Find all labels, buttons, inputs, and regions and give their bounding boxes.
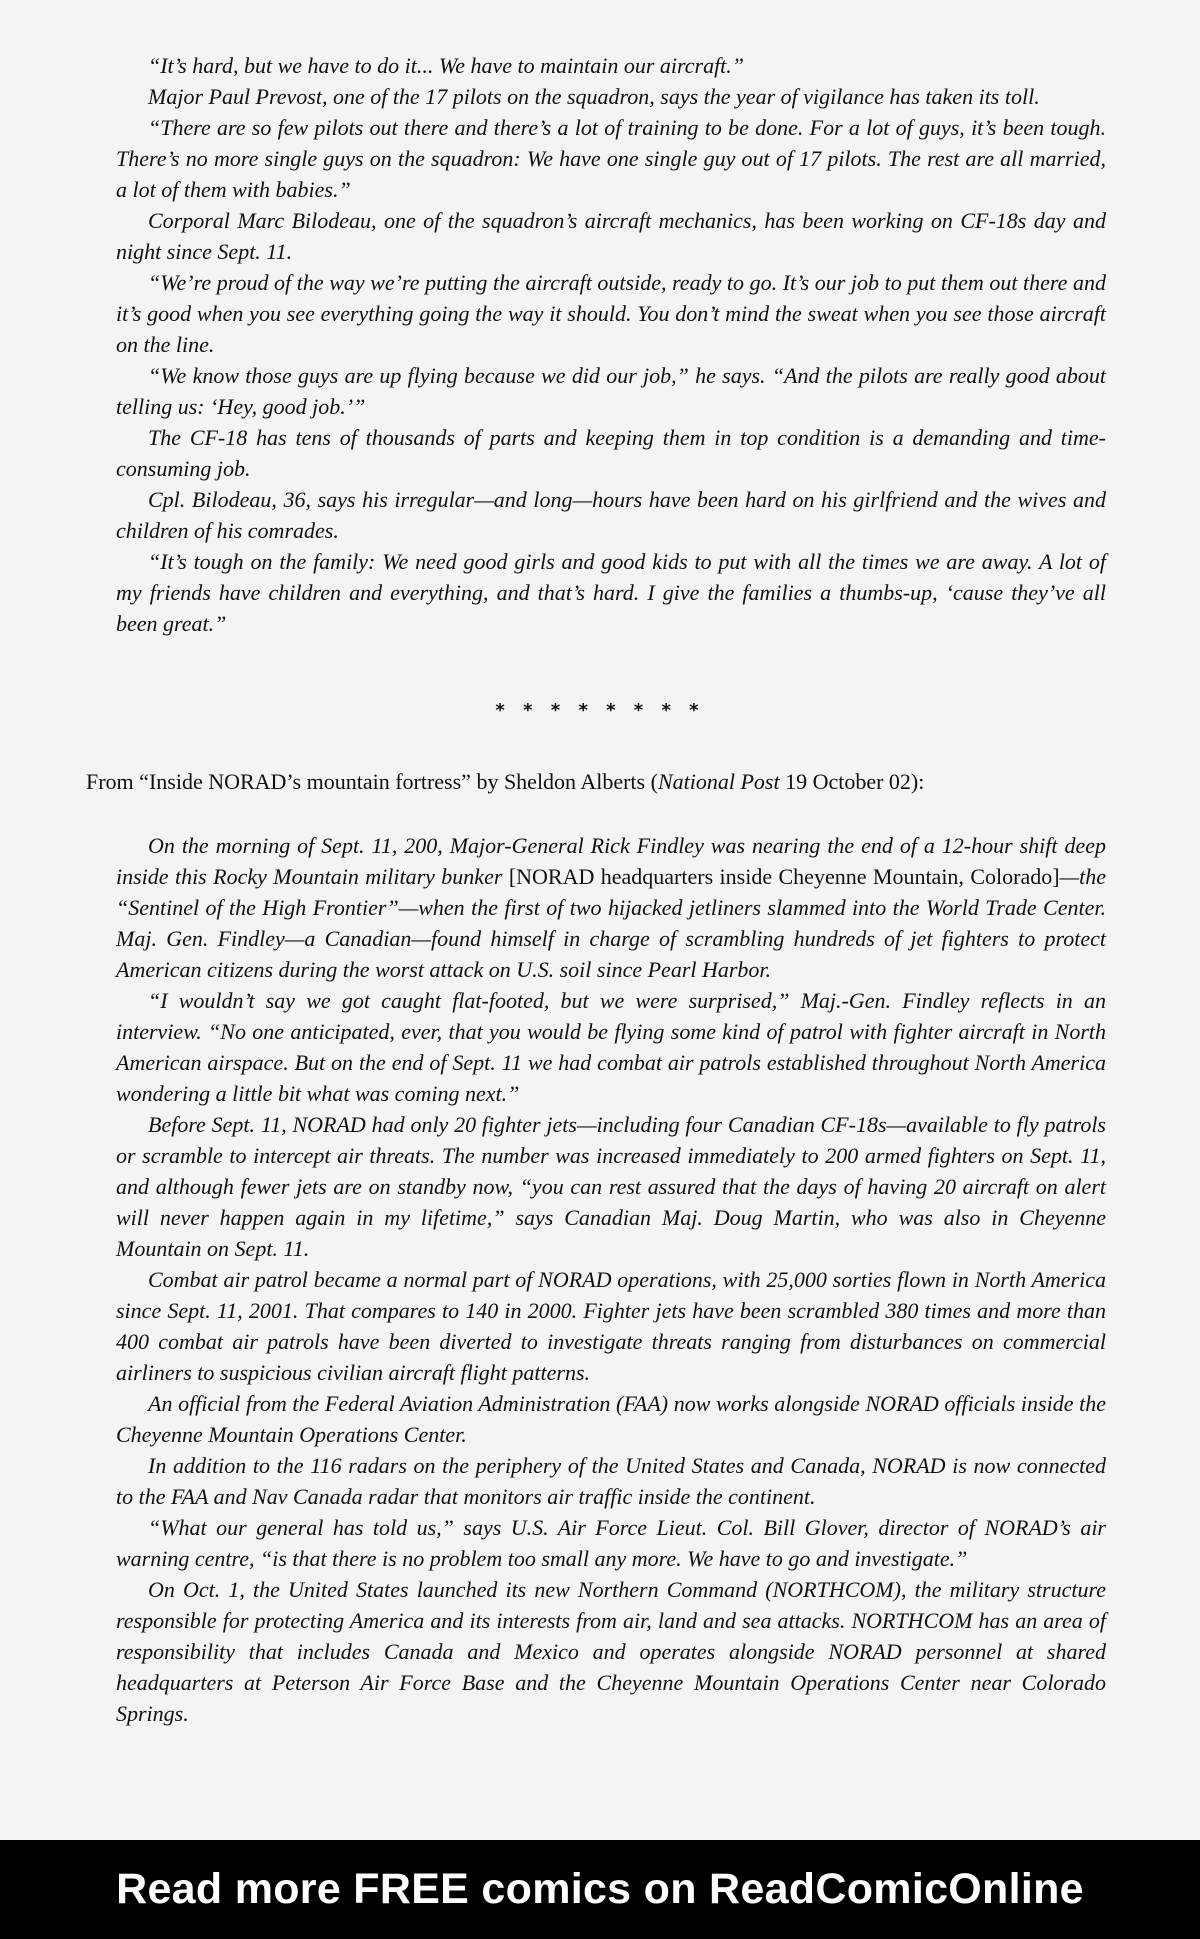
section-divider: * * * * * * * * [495,700,705,721]
paragraph: Cpl. Bilodeau, 36, says his irregular—and long—hours have been hard on his girlfriend and the wives and children of his comrades. [116,487,1106,543]
source-citation [86,766,1116,797]
promo-banner[interactable] [0,1840,1200,1939]
paragraph: “It’s tough on the family: We need good girls and good kids to put with all the times we are away. A lot of my friends have children and everything, and that’s hard. I give the families a thumbs-up, ‘cause they’ve all been great.” [116,549,1106,636]
paragraph: “It’s hard, but we have to do it... We have to maintain our aircraft.” [148,53,745,78]
paragraph: An official from the Federal Aviation Administration (FAA) now works alongside NORAD officials inside the Cheyenne Mountain Operations Center. [116,1391,1106,1447]
citation-prefix: From “Inside NORAD’s mountain fortress” by Sheldon Alberts ( [86,769,658,794]
paragraph: “I wouldn’t say we got caught flat-footed, but we were surprised,” Maj.-Gen. Findley reflects in an interview. “No one anticipated, ever, that you would be flying some kind of patrol with fighter aircraft in North American airspace. But on the end of Sept. 11 we had combat air patrols established throughout North America wondering a little bit what was coming next.” [116,988,1106,1106]
paragraph: Before Sept. 11, NORAD had only 20 fighter jets—including four Canadian CF-18s—available to fly patrols or scramble to intercept air threats. The number was increased immediately to 200 armed fighters on Sept. 11, and although fewer jets are on standby now, “you can rest assured that the days of having 20 aircraft on alert will never happen again in my lifetime,” says Canadian Maj. Doug Martin, who was also in Cheyenne Mountain on Sept. 11. [116,1112,1106,1261]
citation-suffix: 19 October 02): [779,769,925,794]
paragraph: “We know those guys are up flying because we did our job,” he says. “And the pilots are really good about telling us: ‘Hey, good job.’” [116,363,1106,419]
paragraph: Corporal Marc Bilodeau, one of the squadron’s aircraft mechanics, has been working on CF-18s day and night since Sept. 11. [116,208,1106,264]
paragraph: “We’re proud of the way we’re putting the aircraft outside, ready to go. It’s our job to put them out there and it’s good when you see everything going the way it should. You don’t mind the sweat when you see those aircraft on the line. [116,270,1106,357]
paragraph-part: On the morning of Sept. 11, 200, Major-General Rick Findley was nearing the end of a 12-hour shift deep inside this Rocky Mountain military bunker [116,833,1106,889]
article-excerpt [116,830,1106,1729]
paragraph [116,830,1106,985]
interview-excerpt [116,50,1106,639]
paragraph: “What our general has told us,” says U.S. Air Force Lieut. Col. Bill Glover, director of NORAD’s air warning centre, “is that there is no problem too small any more. We have to go and investigate.” [116,1515,1106,1571]
editorial-insert: [NORAD headquarters inside Cheyenne Mountain, Colorado] [508,864,1060,889]
promo-banner-text[interactable]: Read more FREE comics on ReadComicOnline [116,1865,1084,1913]
paragraph: On Oct. 1, the United States launched its new Northern Command (NORTHCOM), the military structure responsible for protecting America and its interests from air, land and sea attacks. NORTHCOM has an area of responsibility that includes Canada and Mexico and operates alongside NORAD personnel at shared headquarters at Peterson Air Force Base and the Cheyenne Mountain Operations Center near Colorado Springs. [116,1577,1106,1726]
paragraph: In addition to the 116 radars on the periphery of the United States and Canada, NORAD is now connected to the FAA and Nav Canada radar that monitors air traffic inside the continent. [116,1453,1106,1509]
publication-name: National Post [657,769,780,794]
paragraph: Major Paul Prevost, one of the 17 pilots on the squadron, says the year of vigilance has taken its toll. [148,84,1040,109]
paragraph: The CF-18 has tens of thousands of parts and keeping them in top condition is a demanding and time-consuming job. [116,425,1106,481]
paragraph: Combat air patrol became a normal part of NORAD operations, with 25,000 sorties flown in North America since Sept. 11, 2001. That compares to 140 in 2000. Fighter jets have been scrambled 380 times and more than 400 combat air patrols have been diverted to investigate threats ranging from disturbances on commercial airliners to suspicious civilian aircraft flight patterns. [116,1267,1106,1385]
paragraph: “There are so few pilots out there and there’s a lot of training to be done. For a lot of guys, it’s been tough. There’s no more single guys on the squadron: We have one single guy out of 17 pilots. The rest are all married, a lot of them with babies.” [116,115,1106,202]
paragraph-part: —the “Sentinel of the High Frontier”—when the first of two hijacked jetliners slammed into the World Trade Center. Maj. Gen. Findley—a Canadian—found himself in charge of scrambling hundreds of jet fighters to protect American citizens during the worst attack on U.S. soil since Pearl Harbor. [116,864,1106,982]
